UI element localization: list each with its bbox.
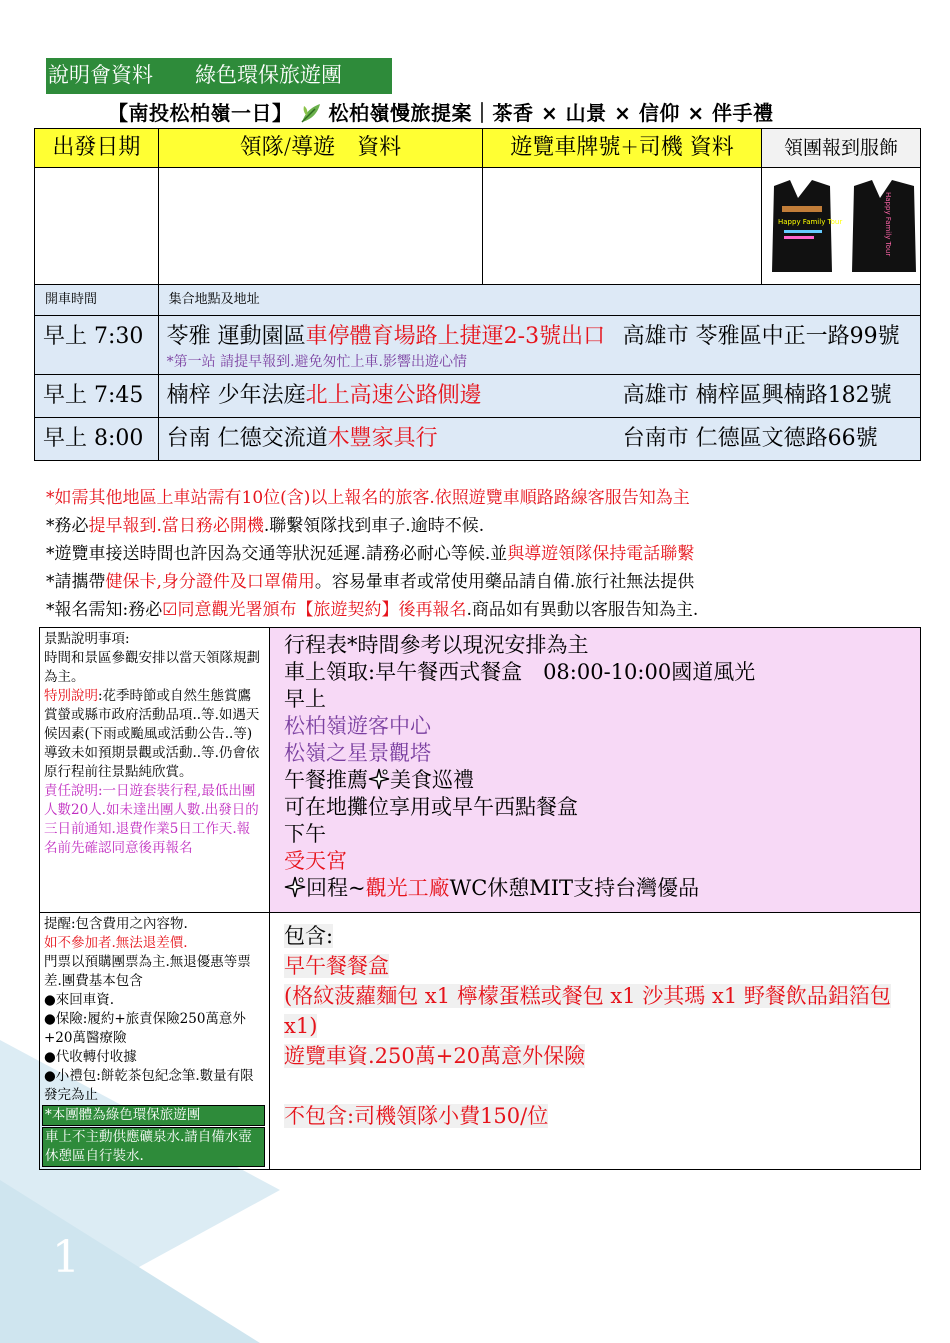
pickup-row — [35, 418, 921, 461]
bus-cell — [483, 168, 762, 285]
scenic-notes: 景點說明事項: 時間和景區參觀安排以當天領隊規劃為主。 特別說明:花季時節或自然生態賞鷹賞螢或縣市政府活動品項..等.如遇天候因素(下雨或颱風或活動公告..等)導致未如預期景觀或活動..等.仍會依原行程前往景點純欣賞。 責任說明:一日遊套裝行程,最低出團人數20人.如未達出團人數.出發日的三日前通知.退費作業5日工作天.報名前先確認同意後再報名 — [40, 628, 270, 913]
guide-cell — [158, 168, 483, 285]
uniform-cell — [762, 168, 921, 285]
pickup-location: 台南 仁德交流道木豐家具行 台南市 仁德區文德路66號 — [158, 418, 920, 461]
header-guide: 領隊/導遊 資料 — [158, 129, 483, 168]
label-location: 集合地點及地址 — [158, 285, 920, 316]
background-triangle-lower — [0, 1180, 260, 1343]
includes: 包含: 早午餐餐盒 (格紋菠蘿麵包 x1 檸檬蛋糕或餐包 x1 沙其瑪 x1 野餐飲品鋁箔包 x1) 遊覽車資.250萬+20萬意外保險 不包含:司機領隊小費150/位 — [270, 913, 921, 1170]
notice-line: *遊覽車接送時間也許因為交通等狀況延遲.請務必耐心等候.並與導遊領隊保持電話聯繫 — [46, 544, 695, 564]
notice-line: *如需其他地區上車站需有10位(含)以上報名的旅客.依照遊覽車順路路線客服告知為主 — [46, 488, 690, 508]
page-subtitle: 【南投松柏嶺一日】 松柏嶺慢旅提案｜茶香 × 山景 × 信仰 × 伴手禮 — [108, 101, 774, 125]
water-notice: 車上不主動供應礦泉水.請自備水壺休憩區自行裝水. — [42, 1127, 265, 1167]
reminder-notes: 提醒:包含費用之內容物. 如不參加者.無法退差價. 門票以預購團票為主.無退優惠等票差.團費基本包含 ●來回車資. ●保險:履約+旅責保險250萬意外+20萬醫療險 ●代收轉付收據 ●小禮包:餅乾茶包紀念筆.數量有限發完為止 *本團體為綠色環保旅遊團 車上不主動供應礦泉水.請自備水壺休憩區自行裝水. — [40, 913, 270, 1170]
notice-line: *務必提早報到.當日務必開機.聯繫領隊找到車子.逾時不候. — [46, 516, 485, 536]
vest-image — [768, 176, 920, 276]
label-time: 開車時間 — [35, 285, 159, 316]
header-uniform: 領團報到服飾 — [762, 129, 921, 168]
pickup-location: 苓雅 運動園區車停體育場路上捷運2-3號出口 高雄市 苓雅區中正一路99號 *第一站 請提早報到.避免匆忙上車.影響出遊心情 — [158, 316, 920, 375]
notices — [46, 484, 698, 624]
pickup-location: 楠梓 少年法庭北上高速公路側邊 高雄市 楠梓區興楠路182號 — [158, 375, 920, 418]
svg-text:Happy Family Tour: Happy Family Tour — [884, 192, 892, 257]
leaf-icon — [299, 102, 323, 124]
green-tour-badge: *本團體為綠色環保旅遊團 — [42, 1105, 265, 1126]
pickup-time: 早上 7:30 — [35, 316, 159, 375]
header-bus: 遊覽車牌號+司機 資料 — [483, 129, 762, 168]
pickup-time: 早上 7:45 — [35, 375, 159, 418]
notice-line: *報名需知:務必☑同意觀光署頒布【旅遊契約】後再報名.商品如有異動以客服告知為主. — [46, 600, 699, 620]
notice-line: *請攜帶健保卡,身分證件及口罩備用。容易暈車者或常使用藥品請自備.旅行社無法提供 — [46, 572, 695, 592]
page-title: 說明會資料 綠色環保旅遊團 — [46, 58, 392, 94]
header-date: 出發日期 — [35, 129, 159, 168]
itinerary: 行程表*時間參考以現況安排為主 車上領取:早午餐西式餐盒 08:00-10:00國道風光 早上 松柏嶺遊客中心 松嶺之星景觀塔 午餐推薦 美食巡禮 可在地攤位享用或早午西點餐盒 下午 受天宮 回程~觀光工廠WC休憩MIT支持台灣優品 — [270, 628, 921, 913]
date-cell — [35, 168, 159, 285]
pickup-time: 早上 8:00 — [35, 418, 159, 461]
svg-text:Happy Family Tour: Happy Family Tour — [778, 218, 843, 226]
sparkle-icon — [368, 768, 390, 790]
itinerary-table — [39, 627, 921, 1170]
sparkle-icon — [284, 876, 306, 898]
departure-table — [34, 128, 921, 461]
pickup-row — [35, 316, 921, 375]
pickup-row — [35, 375, 921, 418]
page-number: 1 — [52, 1232, 80, 1283]
